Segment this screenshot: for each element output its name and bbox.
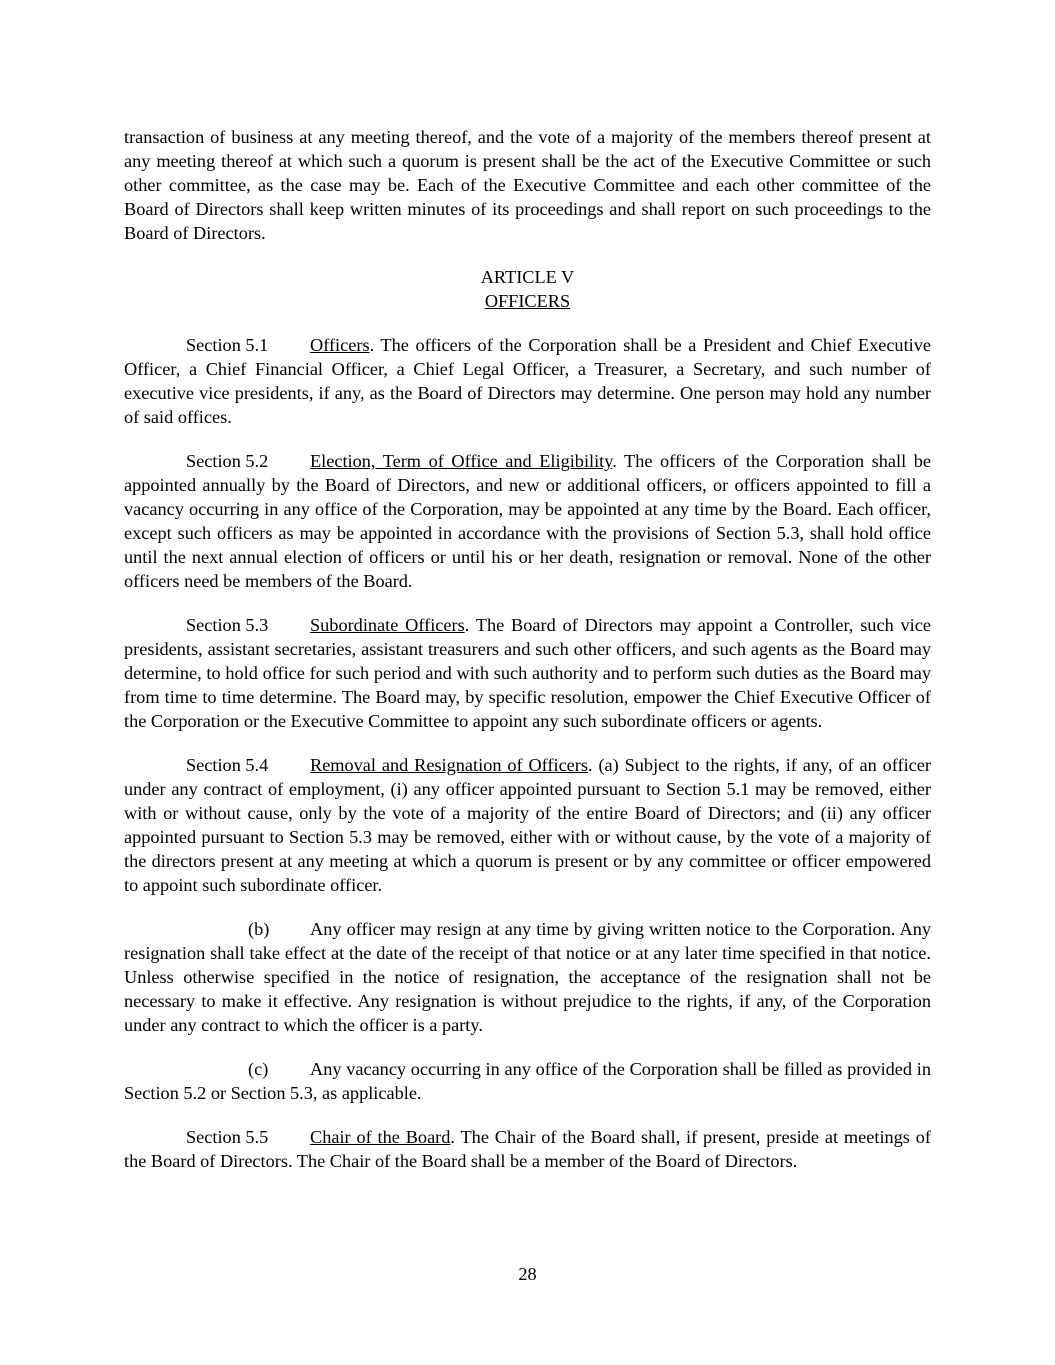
section-text: . (a) Subject to the rights, if any, of an officer under any contract of employment, (i) any officer appointed pursuant to Section 5.1 may be removed, either with or without cause, only by the vote of a majority of the entire Board of Directors; and (ii) any officer appointed pursuant to Section 5.3 may be removed, either with or without cause, by the vote of a majority of the directors present at any meeting at which a quorum is present or by any committee or officer empowered to appoint such subordinate officer. [124, 755, 931, 895]
section-title: Officers [310, 335, 370, 355]
section-5-1 [124, 333, 931, 429]
section-number: Section 5.5 [186, 1127, 269, 1147]
section-number: Section 5.2 [186, 451, 269, 471]
section-text: . The officers of the Corporation shall be a President and Chief Executive Officer, a Chief Financial Officer, a Chief Legal Officer, a Treasurer, a Secretary, and such number of executive vice presidents, if any, as the Board of Directors may determine. One person may hold any number of said offices. [124, 335, 931, 427]
continuation-paragraph: transaction of business at any meeting thereof, and the vote of a majority of the members thereof present at any meeting thereof at which such a quorum is present shall be the act of the Executive Committee or such other committee, as the case may be. Each of the Executive Committee and each other committee of the Board of Directors shall keep written minutes of its proceedings and shall report on such proceedings to the Board of Directors. [124, 127, 931, 243]
section-5-2 [124, 449, 931, 593]
subsection-label: (b) [248, 919, 270, 939]
section-number: Section 5.1 [186, 335, 269, 355]
section-title: Election, Term of Office and Eligibility [310, 451, 613, 471]
section-5-4 [124, 753, 931, 897]
subsection-c [124, 1057, 931, 1105]
article-number: ARTICLE V [480, 267, 575, 287]
section-title: Removal and Resignation of Officers [310, 755, 589, 775]
subsection-text: Any officer may resign at any time by giving written notice to the Corporation. Any resignation shall take effect at the date of the receipt of that notice or at any later time specified in that notice. Unless otherwise specified in the notice of resignation, the acceptance of the resignation shall not be necessary to make it effective. Any resignation is without prejudice to the rights, if any, of the Corporation under any contract to which the officer is a party. [124, 919, 931, 1035]
section-text: . The Board of Directors may appoint a Controller, such vice presidents, assistant secretaries, assistant treasurers and such other officers, and such agents as the Board may determine, to hold office for such period and with such authority and to perform such duties as the Board may from time to time determine. The Board may, by specific resolution, empower the Chief Executive Officer of the Corporation or the Executive Committee to appoint any such subordinate officers or agents. [124, 615, 931, 731]
subsection-b [124, 917, 931, 1037]
section-text: . The officers of the Corporation shall be appointed annually by the Board of Directors, and new or additional officers, or officers appointed to fill a vacancy occurring in any office of the Corporation, may be appointed at any time by the Board. Each officer, except such officers as may be appointed in accordance with the provisions of Section 5.3, shall hold office until the next annual election of officers or until his or her death, resignation or removal. None of the other officers need be members of the Board. [124, 451, 932, 591]
article-heading [124, 265, 931, 313]
section-number: Section 5.3 [186, 615, 269, 635]
subsection-label: (c) [248, 1059, 269, 1079]
document-page [124, 125, 931, 1193]
subsection-text: Any vacancy occurring in any office of the Corporation shall be filled as provided in Section 5.2 or Section 5.3, as applicable. [124, 1059, 931, 1103]
section-5-5 [124, 1125, 931, 1173]
article-title: OFFICERS [484, 291, 571, 311]
page-number: 28 [518, 1264, 537, 1284]
section-number: Section 5.4 [186, 755, 269, 775]
section-text: . The Chair of the Board shall, if present, preside at meetings of the Board of Directors. The Chair of the Board shall be a member of the Board of Directors. [124, 1127, 931, 1171]
section-title: Chair of the Board [310, 1127, 451, 1147]
section-5-3 [124, 613, 931, 733]
section-title: Subordinate Officers [310, 615, 465, 635]
